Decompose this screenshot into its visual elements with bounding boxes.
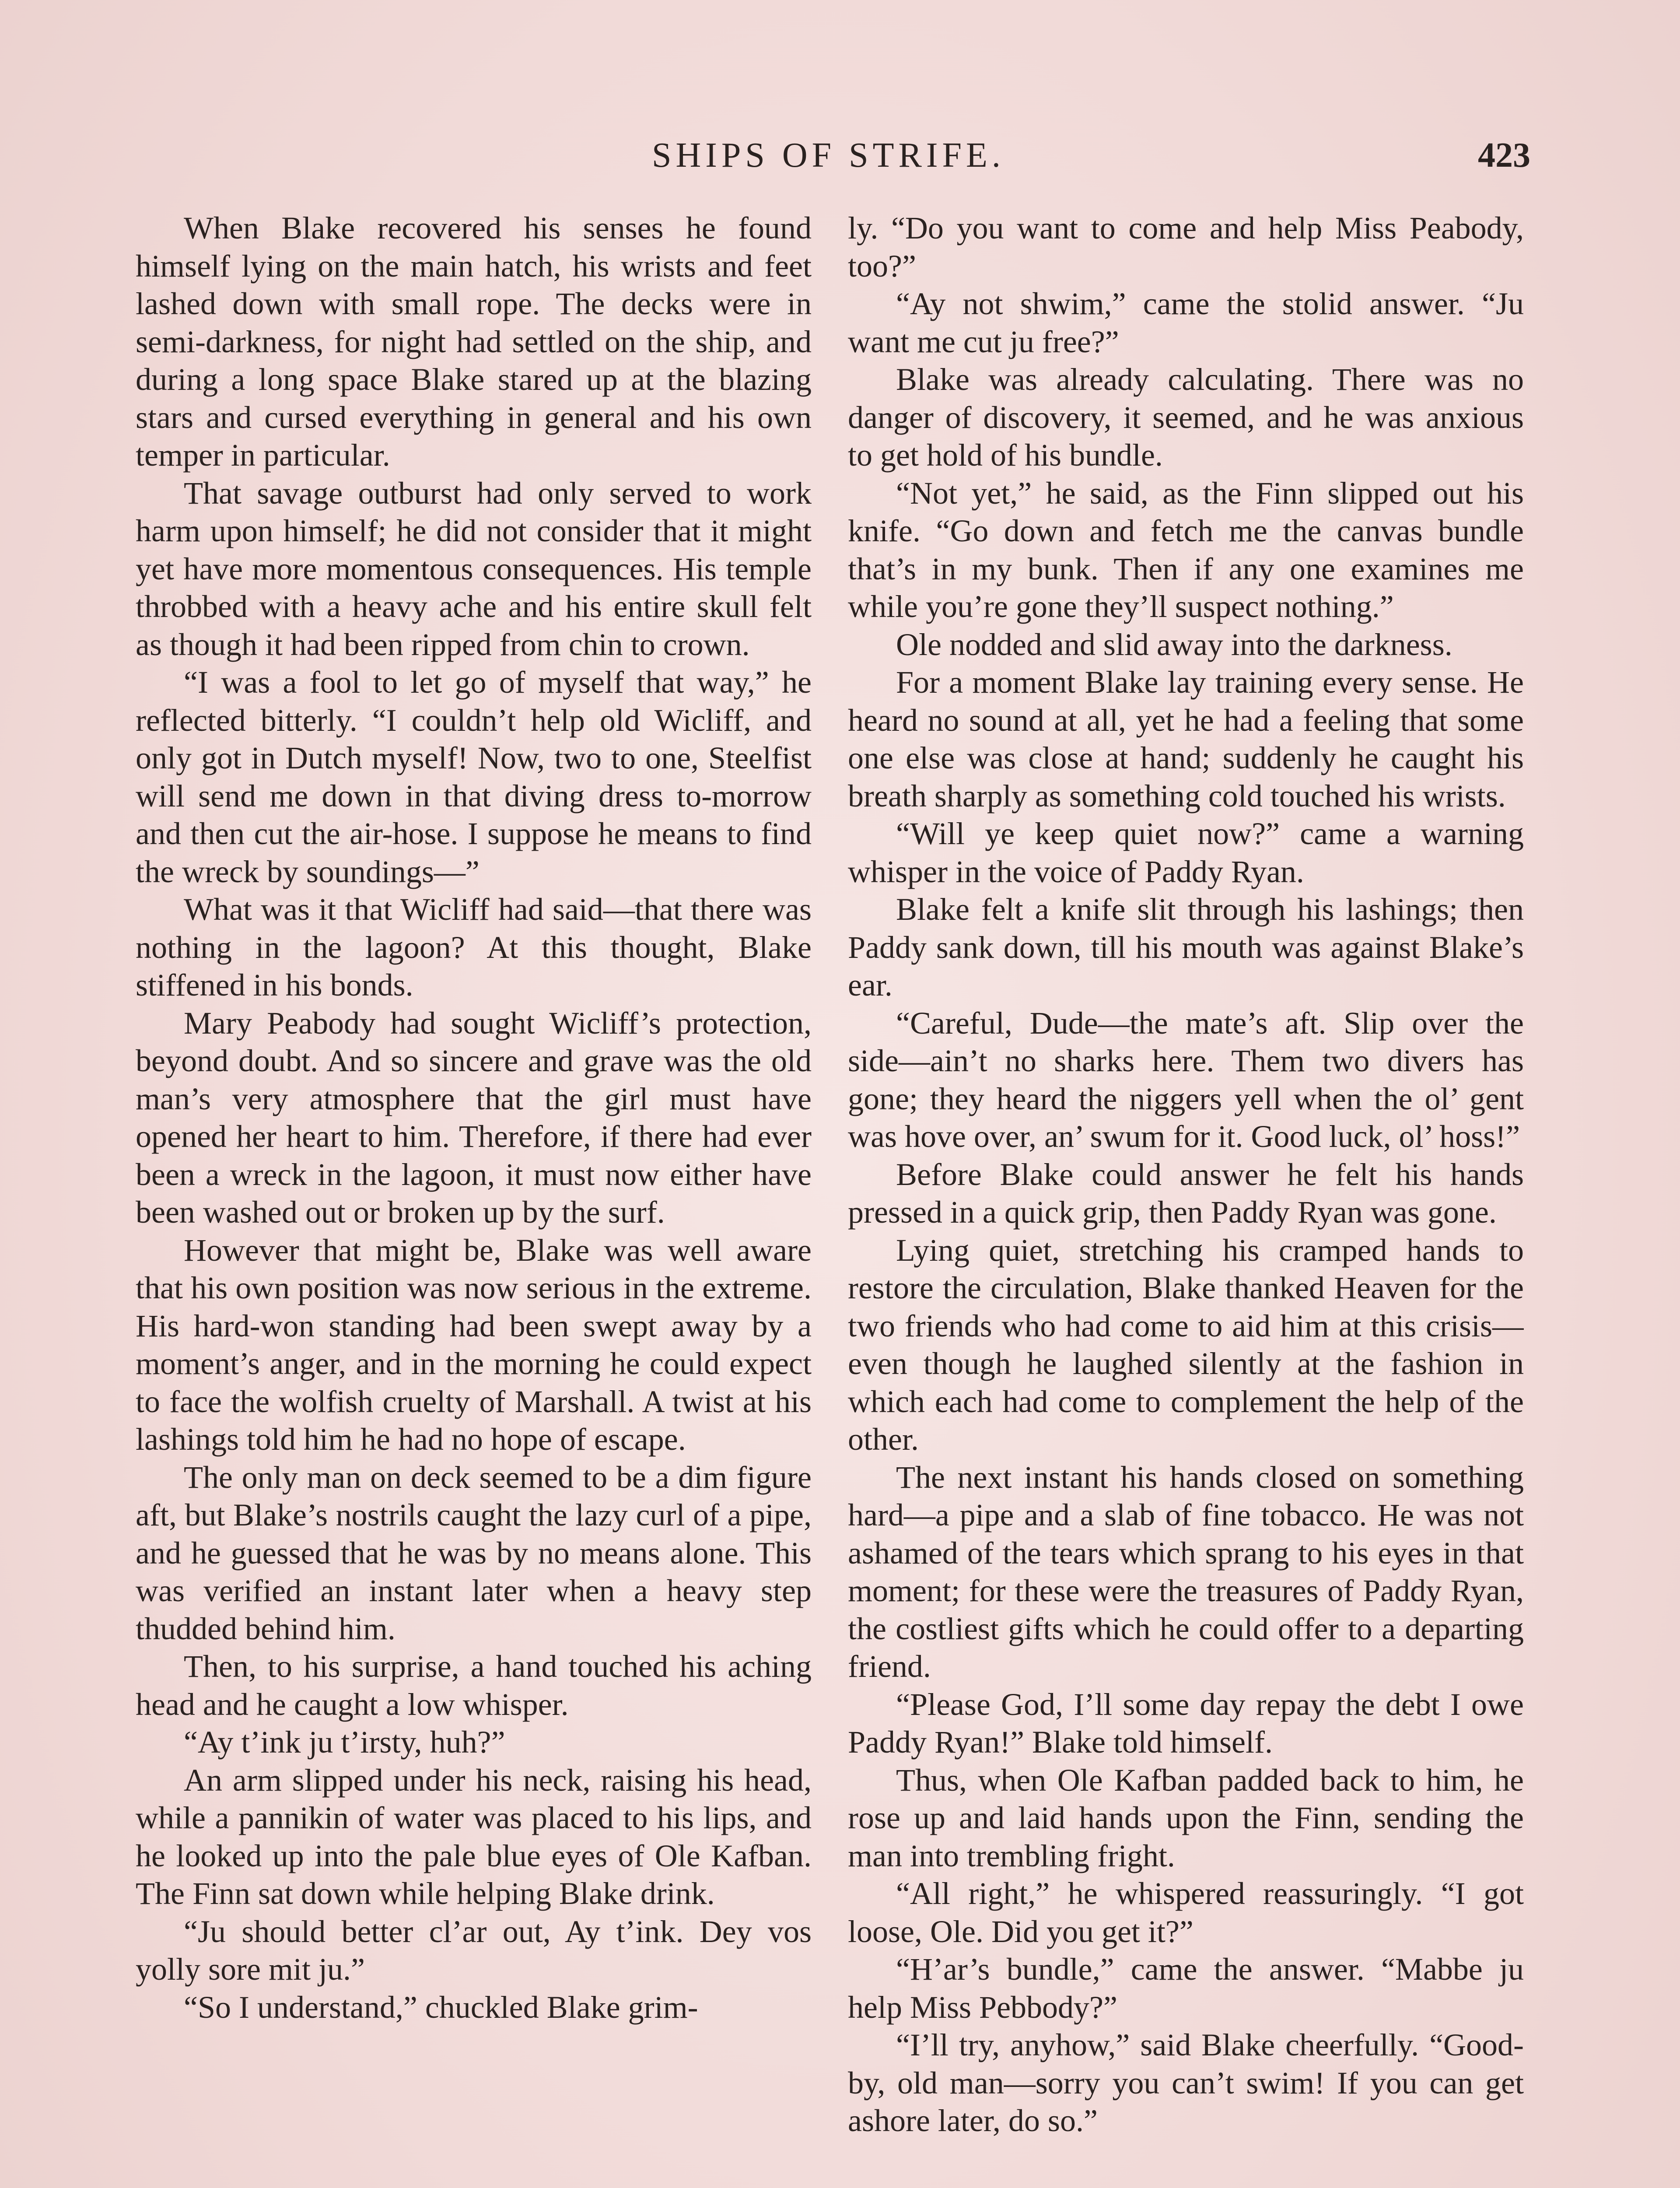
paragraph: “Careful, Dude—the mate’s aft. Slip over the side—ain’t no sharks here. Them two divers has gone; they heard the niggers yell when the ol’ gent was hove over, an’ swum for it. Good luck, ol’ hoss!” <box>848 1005 1524 1154</box>
paragraph: Mary Peabody had sought Wicliff’s protection, beyond doubt. And so sincere and grave was the old man’s very atmosphere that the girl must have opened her heart to him. Therefore, if there had ever been a wreck in the lagoon, it must now either have been washed out or broken up by the surf. <box>136 1005 812 1230</box>
running-header <box>0 131 1680 179</box>
paragraph: “Please God, I’ll some day repay the debt I owe Paddy Ryan!” Blake told himself. <box>848 1687 1524 1760</box>
page-number: 423 <box>1478 136 1530 175</box>
paragraph: “I’ll try, anyhow,” said Blake cheerfully. “Good-by, old man—sorry you can’t swim! If you can get ashore later, do so.” <box>848 2027 1524 2138</box>
paragraph: “Not yet,” he said, as the Finn slipped out his knife. “Go down and fetch me the canvas bundle that’s in my bunk. Then if any one examines me while you’re gone they’ll suspect nothing.” <box>848 475 1524 624</box>
paragraph: “Ay t’ink ju t’irsty, huh?” <box>184 1725 505 1760</box>
paragraph: Ole nodded and slid away into the darkness. <box>896 627 1452 662</box>
paragraph: Thus, when Ole Kafban padded back to him, he rose up and laid hands upon the Finn, sending the man into trembling fright. <box>848 1762 1524 1873</box>
paragraph-continued: ly. “Do you want to come and help Miss Peabody, too?” <box>848 210 1524 284</box>
paragraph: The only man on deck seemed to be a dim figure aft, but Blake’s nostrils caught the lazy curl of a pipe, and he guessed that he was by no means alone. This was verified an instant later when a heavy step thudded behind him. <box>136 1459 812 1646</box>
paragraph: “All right,” he whispered reassuringly. “I got loose, Ole. Did you get it?” <box>848 1876 1524 1949</box>
paragraph: Then, to his surprise, a hand touched his aching head and he caught a low whisper. <box>136 1649 812 1722</box>
paragraph: However that might be, Blake was well aware that his own position was now serious in the extreme. His hard-won standing had been swept away by a moment’s anger, and in the morning he could expect to face the wolfish cruelty of Marshall. A twist at his lashings told him he had no hope of escape. <box>136 1232 812 1457</box>
paragraph: “Will ye keep quiet now?” came a warning whisper in the voice of Paddy Ryan. <box>848 816 1524 889</box>
paragraph: “I was a fool to let go of myself that way,” he reflected bitterly. “I couldn’t help old Wicliff, and only got in Dutch myself! Now, two to one, Steelfist will send me down in that diving dress to-morrow and then cut the air-hose. I suppose he means to find the wreck by soundings—” <box>136 665 812 889</box>
paragraph: “Ay not shwim,” came the stolid answer. “Ju want me cut ju free?” <box>848 286 1524 359</box>
paragraph: Blake felt a knife slit through his lashings; then Paddy sank down, till his mouth was against Blake’s ear. <box>848 892 1524 1003</box>
paragraph: When Blake recovered his senses he found himself lying on the main hatch, his wrists and feet lashed down with small rope. The decks were in semi-darkness, for night had settled on the ship, and during a long space Blake stared up at the blazing stars and cursed everything in general and his own temper in particular. <box>136 210 812 473</box>
paragraph: Before Blake could answer he felt his hands pressed in a quick grip, then Paddy Ryan was gone. <box>848 1157 1524 1230</box>
paragraph: “So I understand,” chuckled Blake grim- <box>184 1989 698 2025</box>
paragraph: For a moment Blake lay training every sense. He heard no sound at all, yet he had a feeling that some one else was close at hand; suddenly he caught his breath sharply as something cold touched his wrists. <box>848 665 1524 813</box>
paragraph: “Ju should better cl’ar out, Ay t’ink. Dey vos yolly sore mit ju.” <box>136 1914 812 1987</box>
paragraph: “H’ar’s bundle,” came the answer. “Mabbe ju help Miss Pebbody?” <box>848 1952 1524 2025</box>
paragraph: What was it that Wicliff had said—that there was nothing in the lagoon? At this thought, Blake stiffened in his bonds. <box>136 892 812 1003</box>
text-column-left <box>136 209 812 2188</box>
running-title: SHIPS OF STRIFE. <box>652 136 1005 175</box>
paragraph: The next instant his hands closed on something hard—a pipe and a slab of fine tobacco. He was not ashamed of the tears which sprang to his eyes in that moment; for these were the treasures of Paddy Ryan, the costliest gifts which he could offer to a departing friend. <box>848 1459 1524 1684</box>
paragraph: That savage outburst had only served to work harm upon himself; he did not consider that it might yet have more momentous consequences. His temple throbbed with a heavy ache and his entire skull felt as though it had been ripped from chin to crown. <box>136 475 812 662</box>
paragraph: Lying quiet, stretching his cramped hands to restore the circulation, Blake thanked Heaven for the two friends who had come to aid him at this crisis—even though he laughed silently at the fashion in which each had come to complement the help of the other. <box>848 1232 1524 1457</box>
paragraph: Blake was already calculating. There was no danger of discovery, it seemed, and he was anxious to get hold of his bundle. <box>848 362 1524 473</box>
text-column-right <box>848 209 1524 2188</box>
paragraph: An arm slipped under his neck, raising his head, while a pannikin of water was placed to his lips, and he looked up into the pale blue eyes of Ole Kafban. The Finn sat down while helping Blake drink. <box>136 1762 812 1911</box>
